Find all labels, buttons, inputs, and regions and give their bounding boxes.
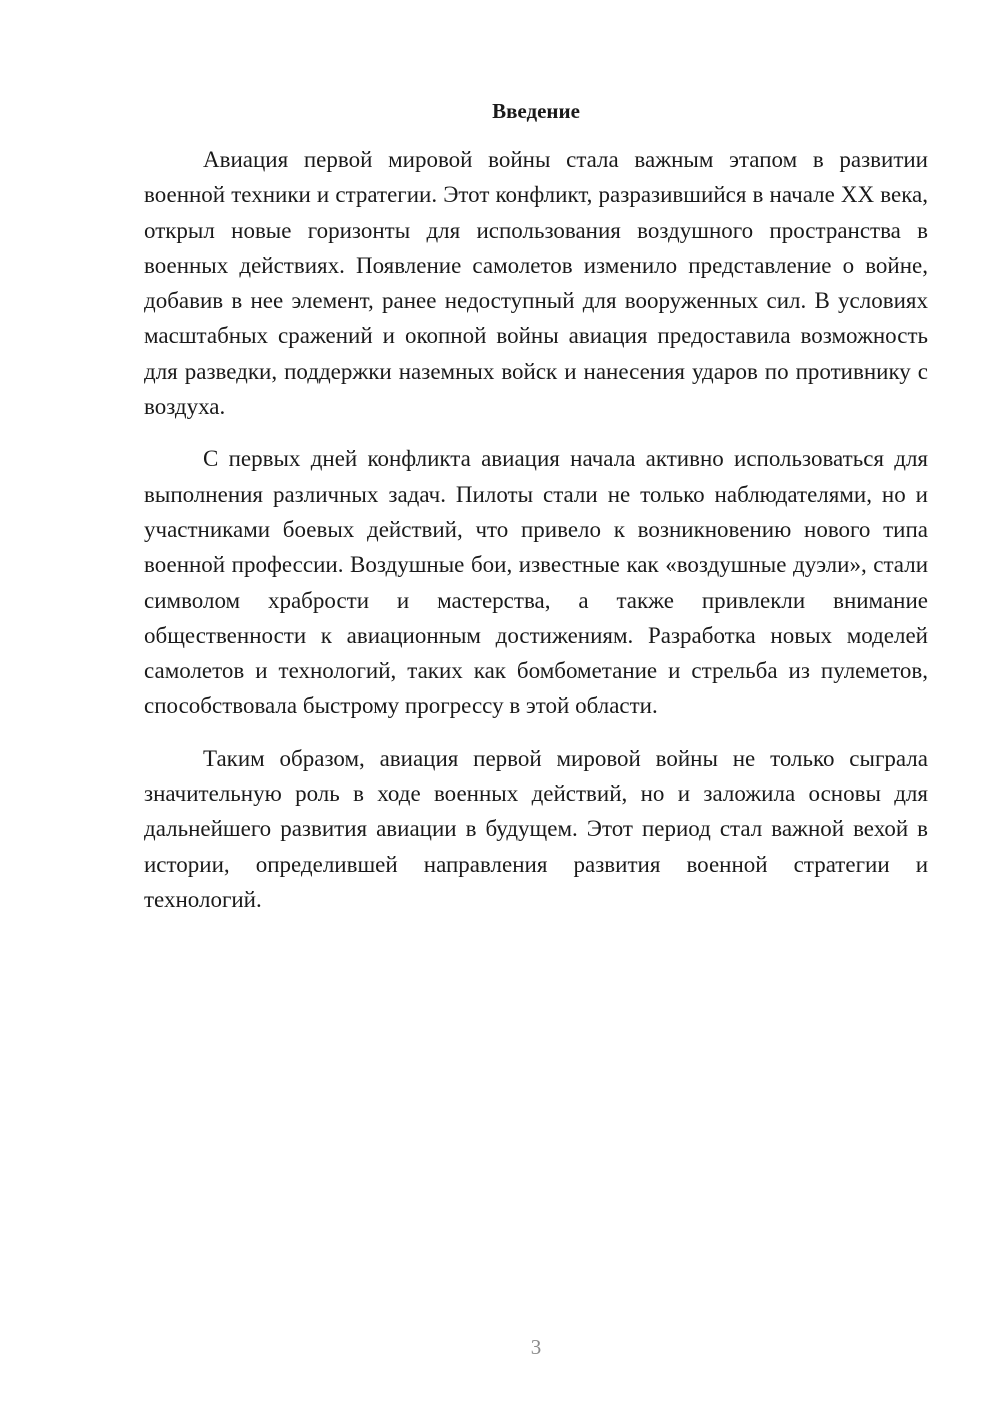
body-text	[144, 142, 928, 917]
paragraph-1: Авиация первой мировой войны стала важным этапом в развитии военной техники и стратегии. Этот конфликт, разразившийся в начале XX века, открыл новые горизонты для использования воздушного пространства в военных действиях. Появление самолетов изменило представление о войне, добавив в нее элемент, ранее недоступный для вооруженных сил. В условиях масштабных сражений и окопной войны авиация предоставила возможность для разведки, поддержки наземных войск и нанесения ударов по противнику с воздуха.	[144, 147, 928, 420]
paragraph-2: С первых дней конфликта авиация начала активно использоваться для выполнения различных задач. Пилоты стали не только наблюдателями, но и участниками боевых действий, что привело к возникновению нового типа военной профессии. Воздушные бои, известные как «воздушные дуэли», стали символом храбрости и мастерства, а также привлекли внимание общественности к авиационным достижениям. Разработка новых моделей самолетов и технологий, таких как бомбометание и стрельба из пулеметов, способствовала быстрому прогрессу в этой области.	[144, 446, 928, 719]
page-title: Введение	[492, 99, 580, 123]
paragraph-3: Таким образом, авиация первой мировой войны не только сыграла значительную роль в ходе военных действий, но и заложила основы для дальнейшего развития авиации в будущем. Этот период стал важной вехой в истории, определившей направления развития военной стратегии и технологий.	[144, 745, 928, 912]
page-number: 3	[530, 1335, 542, 1359]
